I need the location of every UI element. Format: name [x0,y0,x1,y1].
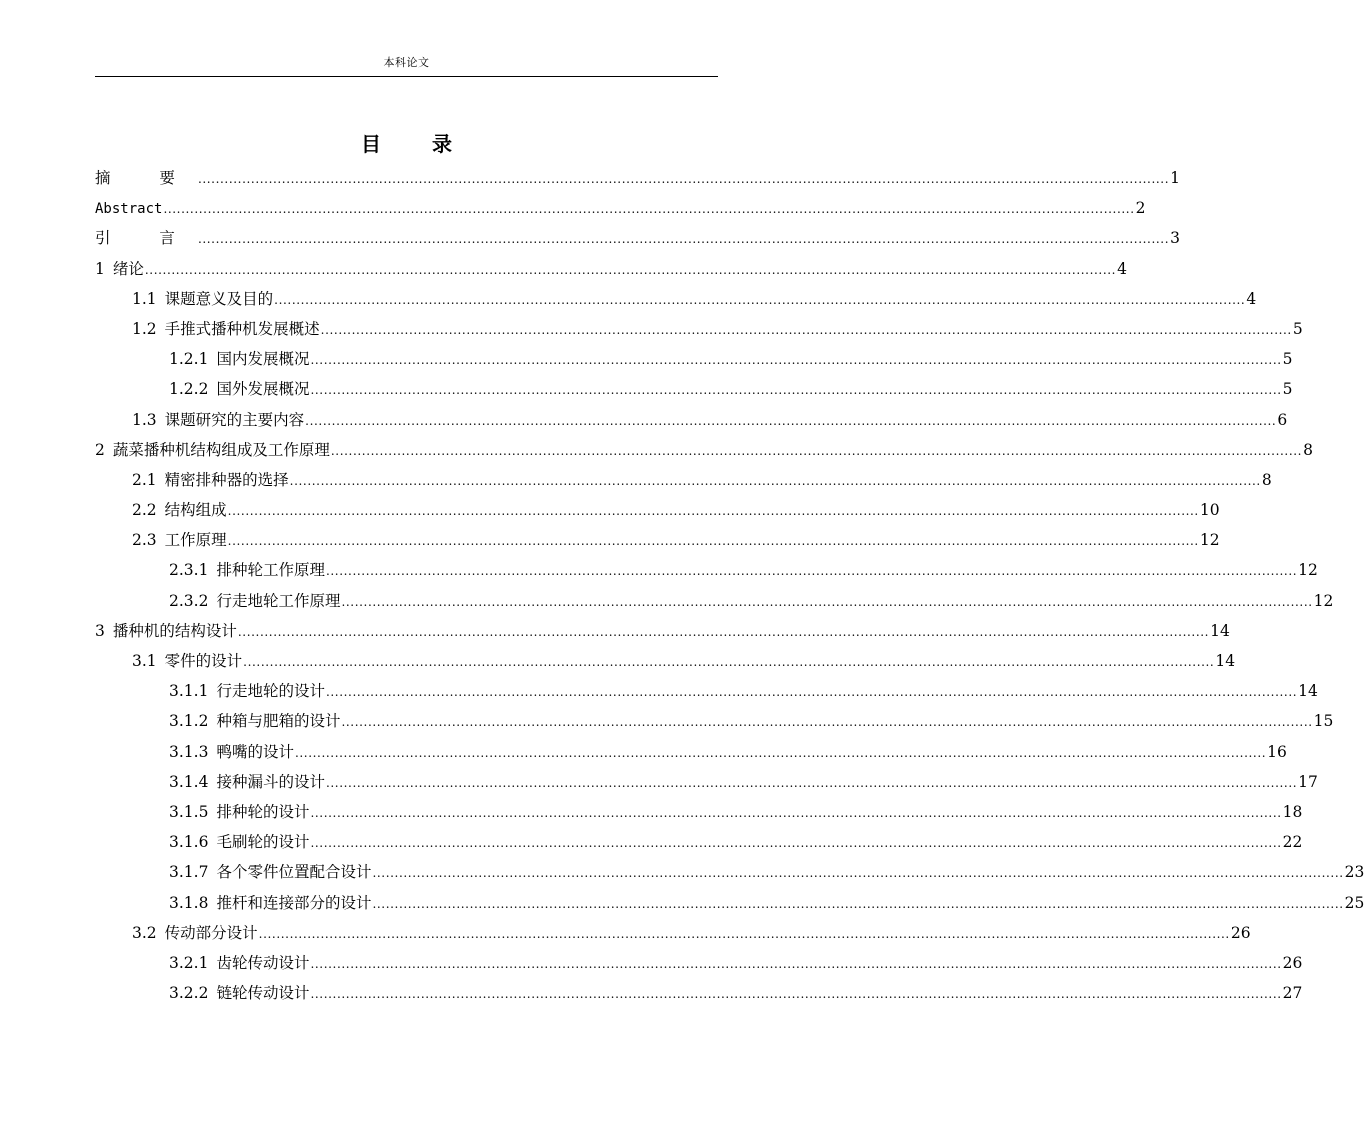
toc-dot-leader: ............................................................................................................................................................................................................................ [330,443,1303,458]
toc-entry-page: 18 [1282,802,1303,821]
toc-dot-leader: ............................................................................................................................................................................................................................ [237,624,1210,639]
toc-entry-page: 4 [1246,289,1257,308]
toc-entry-number: 3.2.2 [169,984,209,1003]
toc-entry-page: 10 [1199,501,1220,520]
toc-entry[interactable] [95,374,1293,404]
toc-entry-label: 推杆和连接部分的设计 [216,893,372,912]
toc-entry-number: 2.3 [132,531,157,550]
toc-entry-page: 1 [1170,169,1180,187]
toc-entry-number: 3.2 [132,923,157,942]
toc-entry-label: 种箱与肥箱的设计 [216,712,341,731]
toc-entry-label: 零件的设计 [164,652,243,670]
toc-entry-label: 播种机的结构设计 [112,621,237,640]
toc-entry-label: 鸭嘴的设计 [216,742,294,761]
toc-entry-page: 23 [1344,863,1364,882]
toc-entry-page: 27 [1282,984,1303,1003]
toc-dot-leader: ............................................................................................................................................................................................................................ [310,956,1282,971]
toc-list [95,163,1364,1008]
toc-entry-page: 16 [1267,742,1287,761]
toc-entry-page: 17 [1298,772,1318,791]
toc-entry-number: 3.1.4 [169,772,209,791]
running-header: 本科论文 [383,56,430,69]
toc-entry-label: 排种轮工作原理 [216,561,325,580]
toc-entry-label: 行走地轮工作原理 [216,591,341,610]
toc-entry[interactable] [95,254,1127,284]
toc-entry-page: 5 [1282,350,1293,369]
toc-entry-label: 引 言 [95,229,197,248]
toc-dot-leader: ............................................................................................................................................................................................................................ [325,685,1298,700]
toc-entry[interactable] [95,676,1318,706]
toc-dot-leader: ............................................................................................................................................................................................................................ [310,383,1282,398]
toc-entry-label: 课题研究的主要内容 [164,410,305,429]
toc-entry[interactable] [95,586,1334,616]
toc-dot-leader: ............................................................................................................................................................................................................................ [372,896,1344,911]
toc-entry[interactable] [95,918,1251,948]
toc-entry[interactable] [95,827,1303,857]
toc-dot-leader: ............................................................................................................................................................................................................................ [325,775,1298,790]
toc-entry-label: 国内发展概况 [216,350,310,369]
toc-entry[interactable] [95,797,1303,827]
toc-entry-number: 2 [95,440,105,459]
toc-dot-leader: ............................................................................................................................................................................................................................ [310,805,1282,820]
toc-entry[interactable] [95,465,1272,495]
toc-entry-page: 5 [1292,319,1303,338]
toc-entry-number: 3.1.8 [169,893,209,912]
toc-entry-page: 12 [1298,561,1318,580]
toc-entry-page: 3 [1170,229,1180,248]
toc-entry-number: 1.2 [132,319,157,338]
toc-entry[interactable] [95,495,1220,525]
toc-entry-page: 26 [1230,923,1251,942]
toc-entry-number: 3.1.7 [169,863,209,882]
toc-entry-label: 传动部分设计 [164,923,258,942]
toc-entry-label: 链轮传动设计 [216,984,310,1003]
toc-entry-number: 1.1 [132,289,157,308]
toc-entry-number: 3.1 [132,652,157,670]
toc-entry[interactable] [95,405,1288,435]
toc-dot-leader: ............................................................................................................................................................................................................................ [294,745,1267,760]
toc-entry[interactable] [95,767,1318,797]
toc-entry-page: 14 [1298,682,1318,701]
toc-dot-leader: ............................................................................................................................................................................................................................ [305,413,1277,428]
toc-entry-label: 排种轮的设计 [216,802,310,821]
toc-entry-number: 2.3.1 [169,561,209,580]
toc-entry[interactable] [95,706,1334,736]
toc-entry-number: 2.1 [132,470,157,489]
toc-entry-page: 12 [1199,531,1220,550]
toc-entry-label: 行走地轮的设计 [216,682,325,701]
toc-entry-number: 3.1.2 [169,712,209,731]
toc-entry-number: 2.2 [132,501,157,520]
toc-dot-leader: ............................................................................................................................................................................................................................ [258,926,1230,941]
toc-entry-label: 精密排种器的选择 [164,470,289,489]
toc-entry-label: 毛刷轮的设计 [216,833,310,852]
toc-entry-label: Abstract [95,201,163,218]
toc-entry-label: 手推式播种机发展概述 [164,319,320,338]
toc-entry-number: 1 [95,259,105,278]
toc-dot-leader: ............................................................................................................................................................................................................................ [243,655,1215,669]
toc-entry-page: 8 [1303,440,1313,459]
toc-title: 目 录 [361,132,474,156]
header-rule [95,76,718,77]
toc-entry-page: 12 [1313,591,1334,610]
toc-entry[interactable] [95,435,1313,465]
toc-entry-number: 3.1.1 [169,682,209,701]
toc-dot-leader: ............................................................................................................................................................................................................................ [325,564,1298,579]
toc-dot-leader: ............................................................................................................................................................................................................................ [227,534,1199,549]
toc-entry-number: 1.3 [132,410,157,429]
toc-entry-label: 蔬菜播种机结构组成及工作原理 [112,440,330,459]
toc-dot-leader: ............................................................................................................................................................................................................................ [310,987,1282,1002]
toc-entry-page: 14 [1210,621,1230,640]
toc-entry[interactable] [95,314,1303,344]
toc-entry[interactable] [95,948,1303,978]
toc-entry[interactable] [95,284,1257,314]
toc-entry[interactable] [95,616,1230,646]
toc-dot-leader: ............................................................................................................................................................................................................................ [144,262,1117,277]
toc-dot-leader: ............................................................................................................................................................................................................................ [197,172,1170,186]
toc-entry-page: 8 [1261,470,1272,489]
toc-dot-leader: ............................................................................................................................................................................................................................ [341,715,1313,730]
toc-entry-page: 22 [1282,833,1303,852]
toc-entry[interactable] [95,857,1364,887]
toc-entry-number: 3.1.6 [169,833,209,852]
toc-entry[interactable] [95,525,1220,555]
toc-entry-label: 绪论 [112,259,144,278]
toc-entry-number: 1.2.1 [169,350,209,369]
toc-dot-leader: ............................................................................................................................................................................................................................ [310,353,1282,368]
toc-dot-leader: ............................................................................................................................................................................................................................ [227,504,1199,519]
toc-dot-leader: ............................................................................................................................................................................................................................ [341,594,1313,609]
toc-entry-page: 5 [1282,380,1293,399]
toc-dot-leader: ............................................................................................................................................................................................................................ [274,292,1246,307]
toc-entry-number: 2.3.2 [169,591,209,610]
toc-entry-label: 工作原理 [164,531,227,550]
toc-dot-leader: ............................................................................................................................................................................................................................ [197,232,1170,247]
toc-entry-page: 2 [1135,199,1146,218]
toc-entry-page: 25 [1344,893,1364,912]
toc-entry-number: 3.2.1 [169,953,209,972]
toc-entry-number: 1.2.2 [169,380,209,399]
toc-entry[interactable] [95,163,1180,193]
toc-entry[interactable] [95,646,1236,676]
toc-dot-leader: ............................................................................................................................................................................................................................ [320,322,1292,337]
toc-entry[interactable] [95,555,1318,585]
toc-entry-page: 4 [1117,259,1127,278]
toc-entry[interactable] [95,344,1293,374]
toc-entry-label: 国外发展概况 [216,380,310,399]
toc-entry-page: 15 [1313,712,1334,731]
toc-entry-label: 接种漏斗的设计 [216,772,325,791]
toc-dot-leader: ............................................................................................................................................................................................................................ [289,473,1261,488]
toc-entry[interactable] [95,888,1364,918]
toc-dot-leader: ............................................................................................................................................................................................................................ [372,866,1344,881]
toc-entry[interactable] [95,223,1180,253]
toc-entry-page: 14 [1215,652,1236,670]
toc-entry-page: 6 [1277,410,1288,429]
toc-entry-label: 各个零件位置配合设计 [216,863,372,882]
toc-entry-number: 3.1.5 [169,802,209,821]
toc-dot-leader: ............................................................................................................................................................................................................................ [310,836,1282,851]
toc-entry-label: 摘 要 [95,169,197,187]
toc-entry-label: 齿轮传动设计 [216,953,310,972]
toc-entry[interactable] [95,737,1287,767]
toc-entry-label: 结构组成 [164,501,227,520]
toc-dot-leader: ............................................................................................................................................................................................................................ [163,202,1135,217]
toc-entry-page: 26 [1282,953,1303,972]
toc-entry-number: 3.1.3 [169,742,209,761]
toc-entry-label: 课题意义及目的 [164,289,274,308]
toc-entry[interactable] [95,978,1303,1008]
toc-entry[interactable] [95,193,1146,223]
toc-entry-number: 3 [95,621,105,640]
